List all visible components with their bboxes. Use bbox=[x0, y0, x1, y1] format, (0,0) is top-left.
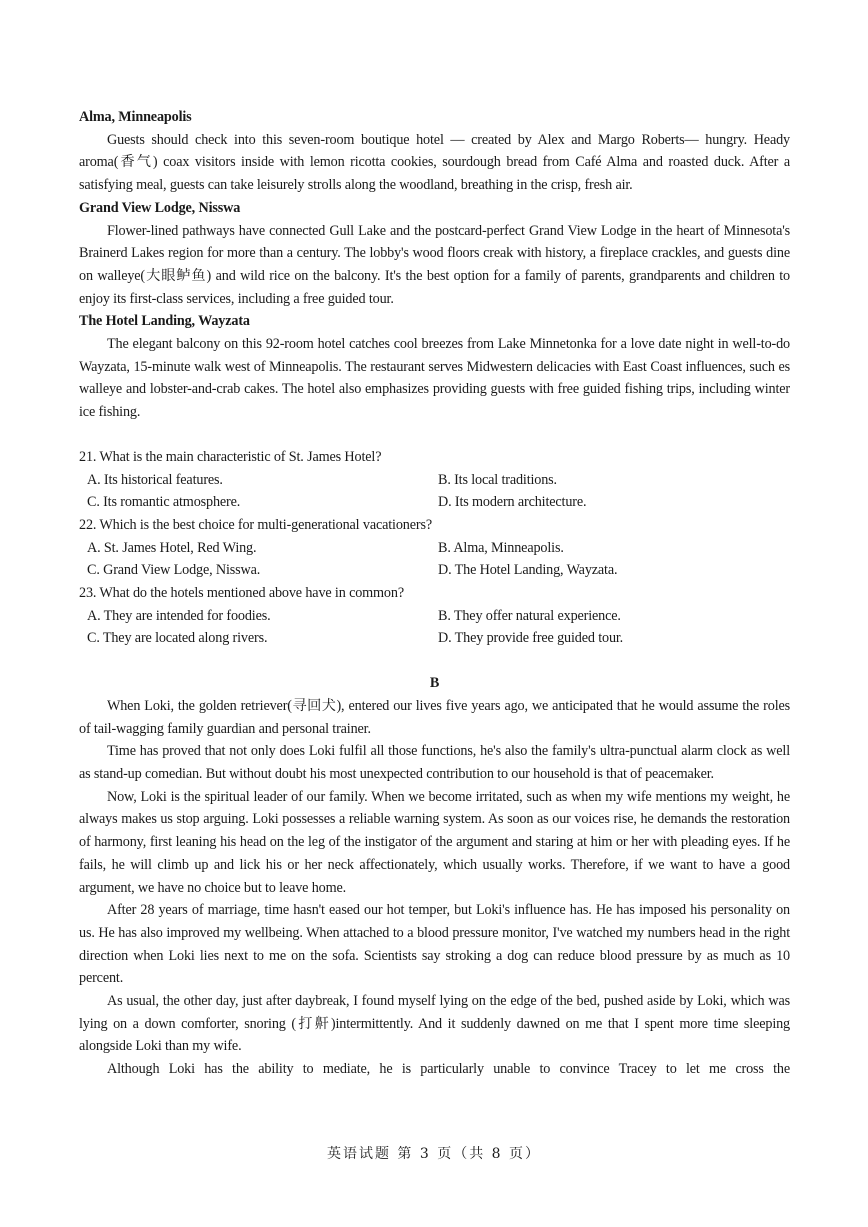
option-row bbox=[79, 537, 790, 560]
question-stem: 23. What do the hotels mentioned above have in common? bbox=[79, 585, 404, 602]
passage-paragraph: Time has proved that not only does Loki fulfil all those functions, he's also the family's ultra-punctual alarm clock as well as stand-up comedian. But without doubt his most unexpected contribution to our household is that of peacemaker. bbox=[79, 743, 790, 782]
hotel-heading-alma: Alma, Minneapolis bbox=[79, 109, 192, 125]
question-stem: 21. What is the main characteristic of St. James Hotel? bbox=[79, 448, 382, 465]
option-a: A. They are intended for foodies. bbox=[87, 607, 271, 624]
option-row bbox=[79, 491, 790, 514]
spacer bbox=[79, 650, 790, 672]
exam-page-content bbox=[79, 106, 790, 1081]
option-b: B. Alma, Minneapolis. bbox=[438, 539, 564, 556]
option-row bbox=[79, 627, 790, 650]
section-title-b: B bbox=[429, 675, 440, 692]
option-c: C. Grand View Lodge, Nisswa. bbox=[87, 562, 261, 579]
hotel-description-alma: Guests should check into this seven-room boutique hotel — created by Alex and Margo Roberts— hungry. Heady aroma(香气) coax visitors inside with lemon ricotta cookies, sourdough bread from Café Alma and roasted duck. After a satisfying meal, guests can take leisurely strolls along the woodland, breathing in the crisp, fresh air. bbox=[79, 131, 790, 194]
option-a: A. Its historical features. bbox=[87, 471, 223, 488]
hotel-description-grand-view: Flower-lined pathways have connected Gull Lake and the postcard-perfect Grand View Lodge in the heart of Minnesota's Brainerd Lakes region for more than a century. The lobby's wood floors creak with history, a fireplace crackles, and guests dine on walleye(大眼鲈鱼) and wild rice on the balcony. It's the best option for a family of parents, grandparents and children to enjoy its first-class services, including a free guided tour. bbox=[79, 222, 790, 307]
passage-paragraph: Now, Loki is the spiritual leader of our family. When we become irritated, such as when my wife mentions my weight, he always makes us stop arguing. Loki possesses a reliable warning system. As soon as our voices rise, he demands the restoration of harmony, first leaning his head on the leg of the instigator of the argument and staring at him or her with pleading eyes. If he fails, he will climb up and lick his or her neck affectionately, which usually works. Therefore, if we want to have a good argument, we have no choice but to leave home. bbox=[79, 788, 790, 896]
hotel-heading-grand-view: Grand View Lodge, Nisswa bbox=[79, 199, 241, 216]
question-23 bbox=[79, 582, 790, 650]
option-d: D. They provide free guided tour. bbox=[438, 630, 624, 647]
option-b: B. Its local traditions. bbox=[438, 471, 557, 488]
hotel-heading-hotel-landing: The Hotel Landing, Wayzata bbox=[79, 313, 250, 330]
option-row bbox=[79, 469, 790, 492]
question-21 bbox=[79, 446, 790, 514]
passage-paragraph: Although Loki has the ability to mediate, he is particularly unable to convince Tracey to let me cross the bbox=[107, 1061, 790, 1078]
option-d: D. The Hotel Landing, Wayzata. bbox=[438, 562, 618, 579]
passage-paragraph: After 28 years of marriage, time hasn't eased our hot temper, but Loki's influence has. He has imposed his personality on us. He has also improved my wellbeing. When attached to a blood pressure monitor, I've watched my numbers head in the right direction when Loki lies next to me on the sofa. Scientists say stroking a dog can reduce blood pressure by as much as 10 percent. bbox=[79, 902, 790, 987]
passage-paragraph: When Loki, the golden retriever(寻回犬), entered our lives five years ago, we anticipated that he would assume the roles of tail-wagging family guardian and personal trainer. bbox=[79, 697, 790, 737]
question-22 bbox=[79, 514, 790, 582]
hotel-description-hotel-landing: The elegant balcony on this 92-room hotel catches cool breezes from Lake Minnetonka for a love date night in well-to-do Wayzata, 15-minute walk west of Minneapolis. The restaurant serves Midwestern delicacies with East Coast influences, such es walleye and lobster-and-crab cakes. The hotel also emphasizes providing guests with free guided fishing trips, including winter ice fishing. bbox=[79, 336, 790, 421]
option-d: D. Its modern architecture. bbox=[438, 494, 587, 511]
question-stem: 22. Which is the best choice for multi-generational vacationers? bbox=[79, 516, 432, 533]
option-a: A. St. James Hotel, Red Wing. bbox=[87, 539, 257, 556]
passage-paragraph: As usual, the other day, just after daybreak, I found myself lying on the edge of the bed, pushed aside by Loki, which was lying on a down comforter, snoring (打鼾)intermittently. And it suddenly dawned on me that I spent more time sleeping alongside Loki than my wife. bbox=[79, 993, 790, 1055]
option-b: B. They offer natural experience. bbox=[438, 607, 621, 624]
option-row bbox=[79, 559, 790, 582]
option-c: C. They are located along rivers. bbox=[87, 630, 268, 647]
option-c: C. Its romantic atmosphere. bbox=[87, 494, 241, 511]
option-row bbox=[79, 605, 790, 628]
page-footer: 英语试题 第 3 页（共 8 页） bbox=[326, 1146, 542, 1162]
spacer bbox=[79, 424, 790, 446]
